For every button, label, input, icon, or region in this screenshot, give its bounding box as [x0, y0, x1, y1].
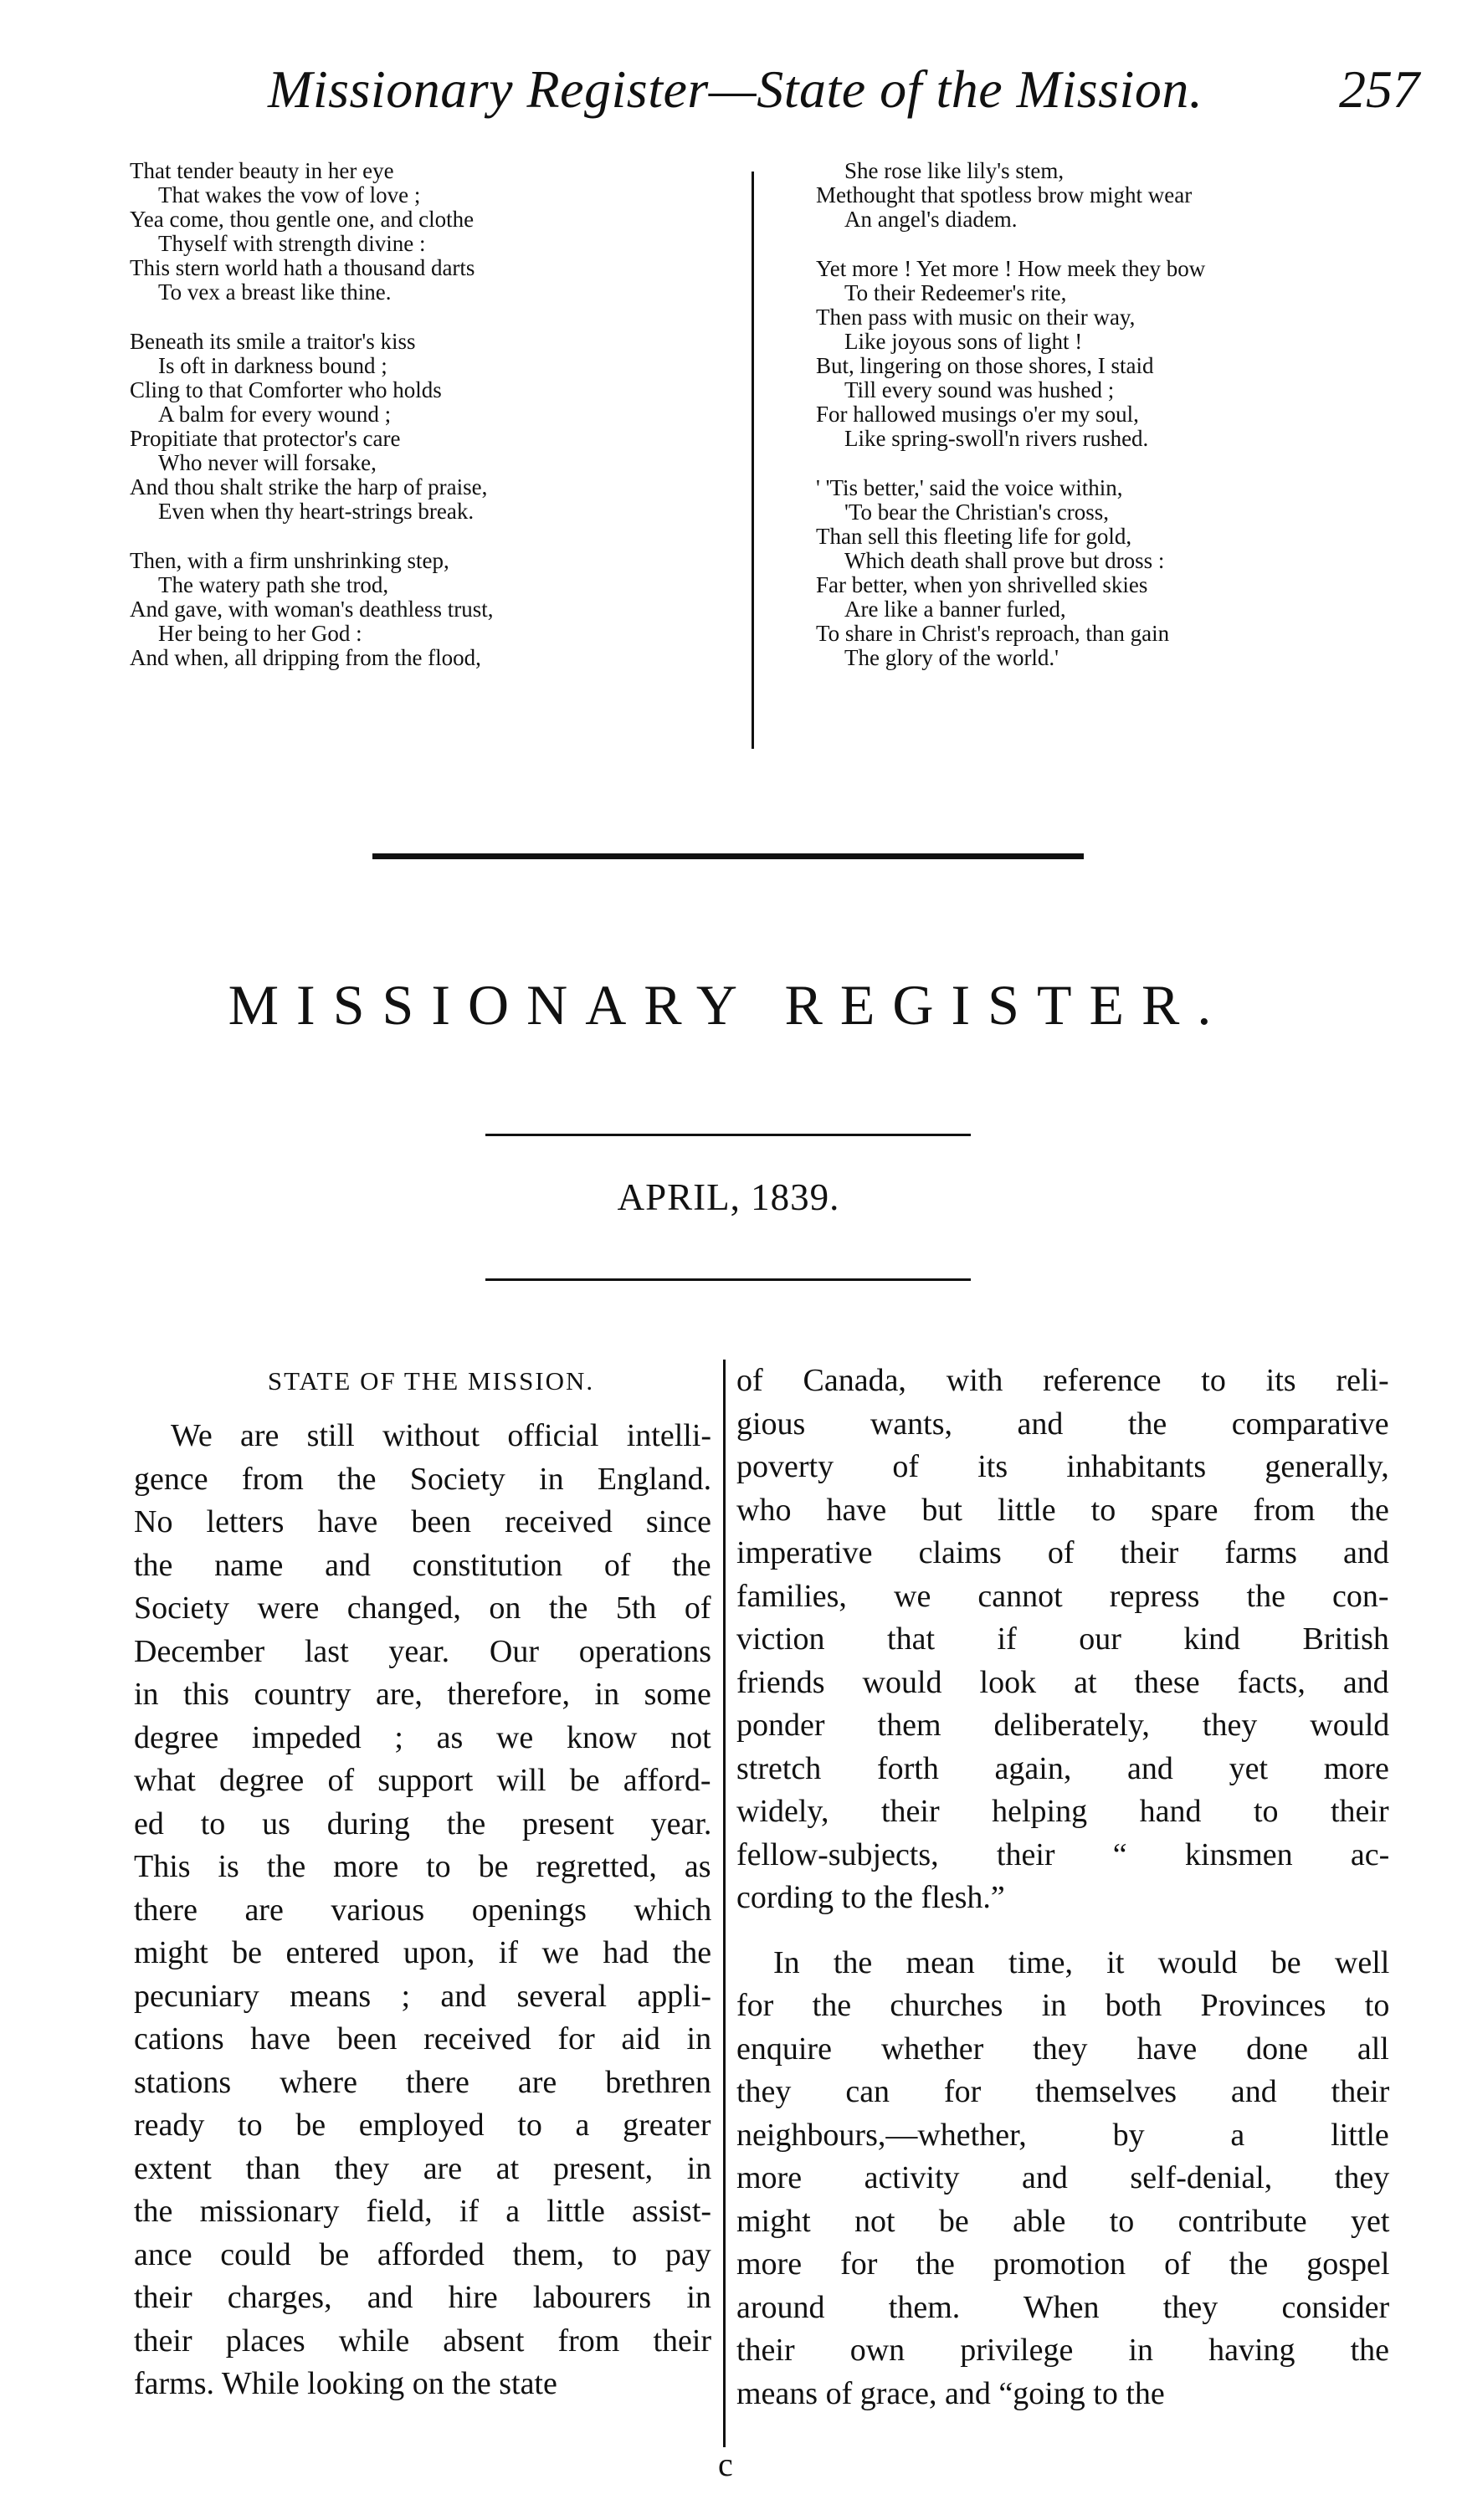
- masthead-rule-upper: [485, 1134, 971, 1136]
- poem-line: Thyself with strength divine :: [158, 231, 426, 256]
- running-title: Missionary Register—State of the Mission.: [268, 59, 1203, 119]
- poem-stanza: [130, 159, 716, 305]
- poem-line: Than sell this fleeting life for gold,: [816, 524, 1132, 549]
- article-line: of Canada, with reference to its reli-: [736, 1363, 1389, 1398]
- article-paragraph: [736, 1942, 1389, 2416]
- poem-line: And gave, with woman's deathless trust,: [130, 597, 494, 622]
- poem-stanza: [130, 330, 716, 524]
- article-line: more activity and self-denial, they: [736, 2160, 1390, 2195]
- issue-date: APRIL, 1839.: [617, 1176, 840, 1218]
- article-line: cording to the flesh.”: [736, 1880, 1005, 1915]
- article-left-body: [134, 1415, 711, 2406]
- poem-line: An angel's diadem.: [844, 207, 1018, 232]
- poem-line: Are like a banner furled,: [844, 597, 1066, 622]
- poem-line: Who never will forsake,: [158, 450, 377, 475]
- poem-line: Is oft in darkness bound ;: [158, 353, 387, 378]
- poem-line: Even when thy heart-strings break.: [158, 499, 475, 524]
- article-line: This is the more to be regretted, as: [134, 1849, 711, 1884]
- page-number: 257: [1339, 59, 1419, 119]
- article-line: might be entered upon, if we had the: [134, 1935, 712, 1970]
- article-line: viction that if our kind British: [736, 1621, 1389, 1657]
- article-line: around them. When they consider: [736, 2289, 1390, 2325]
- article-line: the name and constitution of the: [134, 1547, 711, 1583]
- article-line: ready to be employed to a greater: [134, 2108, 711, 2143]
- poem-column-divider: [752, 172, 754, 749]
- article-line: stretch forth again, and yet more: [736, 1750, 1389, 1786]
- poem-line: To their Redeemer's rite,: [844, 280, 1067, 305]
- article-line: neighbours,—whether, by a little: [736, 2117, 1389, 2153]
- article-line: imperative claims of their farms and: [736, 1535, 1389, 1570]
- article-line: means of grace, and “going to the: [736, 2375, 1165, 2411]
- section-divider-rule: [372, 853, 1084, 859]
- article-line: there are various openings which: [134, 1892, 712, 1928]
- poem-line: She rose like lily's stem,: [844, 158, 1065, 183]
- article-line: the missionary field, if a little assist-: [134, 2194, 712, 2229]
- running-head: [0, 59, 1457, 134]
- poem-line: To vex a breast like thine.: [158, 279, 392, 305]
- article-line: December last year. Our operations: [134, 1633, 712, 1669]
- signature-mark: c: [718, 2446, 733, 2483]
- article-line: might not be able to contribute yet: [736, 2203, 1390, 2239]
- article-paragraph: [736, 1360, 1389, 1920]
- article-line: families, we cannot repress the con-: [736, 1578, 1389, 1614]
- article-line: their own privilege in having the: [736, 2333, 1390, 2368]
- article-line: gious wants, and the comparative: [736, 1406, 1389, 1442]
- poem-line: Then pass with music on their way,: [816, 305, 1136, 330]
- article-line: degree impeded ; as we know not: [134, 1719, 711, 1755]
- poem-line: Beneath its smile a traitor's kiss: [130, 329, 416, 354]
- article-left-column: [134, 1360, 711, 2428]
- article-line: ance could be afforded them, to pay: [134, 2236, 711, 2272]
- poem-line: Then, with a firm unshrinking step,: [130, 548, 449, 573]
- article-line: gence from the Society in England.: [134, 1461, 712, 1497]
- poem-line: And thou shalt strike the harp of praise,: [130, 474, 488, 499]
- poem-line: 'To bear the Christian's cross,: [844, 499, 1110, 525]
- article-paragraph: [134, 1415, 711, 2406]
- poem-line: Till every sound was hushed ;: [844, 377, 1115, 402]
- poem-stanza: [130, 549, 716, 670]
- poem-line: Like spring-swoll'n rivers rushed.: [844, 426, 1149, 451]
- article-right-column: [736, 1360, 1389, 2437]
- poem-left-column: [130, 159, 716, 695]
- article-line: poverty of its inhabitants generally,: [736, 1449, 1389, 1484]
- poem-line: That wakes the vow of love ;: [158, 182, 421, 207]
- article-heading: STATE OF THE MISSION.: [267, 1366, 595, 1396]
- article-column-divider: [723, 1360, 726, 2447]
- article-line: ponder them deliberately, they would: [736, 1708, 1390, 1743]
- poem-line: That tender beauty in her eye: [130, 158, 394, 183]
- poem-stanza: [816, 159, 1419, 232]
- article-line: more for the promotion of the gospel: [736, 2246, 1390, 2282]
- article-line: friends would look at these facts, and: [736, 1664, 1389, 1700]
- article-line: pecuniary means ; and several appli-: [134, 1978, 712, 2014]
- article-line: enquire whether they have done all: [736, 2031, 1389, 2067]
- poem-line: And when, all dripping from the flood,: [130, 645, 481, 670]
- article-line: their places while absent from their: [134, 2323, 712, 2359]
- poem-right-column: [816, 159, 1419, 695]
- poem-line: The watery path she trod,: [158, 572, 389, 597]
- article-line: No letters have been received since: [134, 1504, 712, 1539]
- article-line: farms. While looking on the state: [134, 2366, 557, 2401]
- poem-line: Yea come, thou gentle one, and clothe: [130, 207, 475, 232]
- article-line: We are still without official intelli-: [171, 1418, 712, 1453]
- article-line: cations have been received for aid in: [134, 2021, 712, 2056]
- poem-line: Methought that spotless brow might wear: [816, 182, 1193, 207]
- poem-line: Her being to her God :: [158, 621, 362, 646]
- article-line: they can for themselves and their: [736, 2074, 1390, 2109]
- poem-line: Cling to that Comforter who holds: [130, 377, 442, 402]
- poem-line: ' 'Tis better,' said the voice within,: [816, 475, 1123, 500]
- poem-line: To share in Christ's reproach, than gain: [816, 621, 1170, 646]
- article-line: what degree of support will be afford-: [134, 1763, 711, 1798]
- poem-line: A balm for every wound ;: [158, 402, 392, 427]
- article-line: for the churches in both Provinces to: [736, 1988, 1390, 2023]
- poem-line: The glory of the world.': [844, 645, 1059, 670]
- poem-line: Propitiate that protector's care: [130, 426, 401, 451]
- article-line: their charges, and hire labourers in: [134, 2280, 711, 2315]
- poem-stanza: [816, 257, 1419, 451]
- article-line: widely, their helping hand to their: [736, 1794, 1389, 1829]
- poem-line: For hallowed musings o'er my soul,: [816, 402, 1139, 427]
- poem-line: But, lingering on those shores, I staid: [816, 353, 1154, 378]
- poem-line: Which death shall prove but dross :: [844, 548, 1165, 573]
- poem-line: Yet more ! Yet more ! How meek they bow: [816, 256, 1206, 281]
- poem-line: Like joyous sons of light !: [844, 329, 1083, 354]
- article-line: In the mean time, it would be well: [773, 1944, 1390, 1980]
- poem-stanza: [816, 476, 1419, 670]
- article-line: ed to us during the present year.: [134, 1805, 712, 1841]
- poem-line: This stern world hath a thousand darts: [130, 255, 475, 280]
- article-line: stations where there are brethren: [134, 2064, 711, 2100]
- masthead-title: MISSIONARY REGISTER.: [228, 973, 1229, 1037]
- article-line: Society were changed, on the 5th of: [134, 1590, 711, 1626]
- article-line: who have but little to spare from the: [736, 1492, 1389, 1528]
- masthead-rule-lower: [485, 1278, 971, 1281]
- article-line: fellow-subjects, their “ kinsmen ac-: [736, 1836, 1390, 1872]
- article-line: in this country are, therefore, in some: [134, 1677, 711, 1712]
- poem-line: Far better, when yon shrivelled skies: [816, 572, 1148, 597]
- article-line: extent than they are at present, in: [134, 2150, 712, 2186]
